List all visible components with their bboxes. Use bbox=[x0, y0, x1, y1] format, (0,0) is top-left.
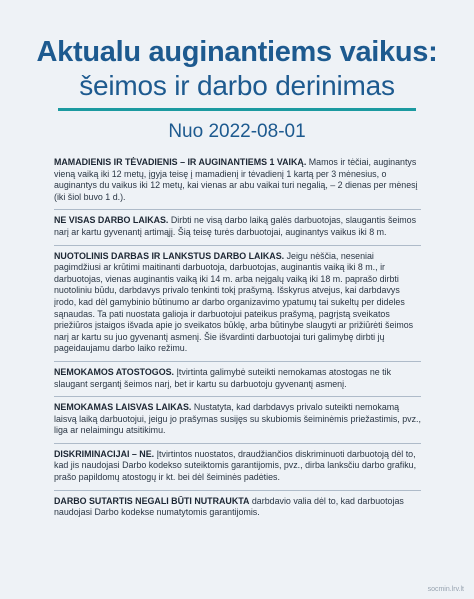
source-url: socmin.lrv.lt bbox=[427, 586, 464, 593]
section-heading: NEMOKAMAS LAISVAS LAIKAS. bbox=[54, 402, 192, 413]
section-heading: NEMOKAMOS ATOSTOGOS. bbox=[54, 366, 174, 377]
section-ne-visas-darbo-laikas bbox=[54, 210, 421, 245]
sections-list bbox=[54, 152, 421, 525]
section-heading: DARBO SUTARTIS NEGALI BŪTI NUTRAUKTA bbox=[54, 495, 250, 506]
effective-date: Nuo 2022-08-01 bbox=[168, 121, 306, 142]
section-text: Mamos ir tėčiai, auginantys vieną vaiką iki 12 metų, įgyja teisę į mamadienį ir tėvadienį 1 kartą per 3 mėnesius, o auginantys du vaikus iki 12 metų, kai vienas ar abu vaikai turi negalią, – 2 dienas per mėnesį (iki šiol buvo 1 d.). bbox=[54, 157, 418, 202]
section-nemokamos-atostogos bbox=[54, 362, 421, 397]
section-text: darbdavio valia dėl to, kad darbuotojas naudojasi Darbo kodekse numatytomis garantijomis. bbox=[54, 495, 404, 518]
section-heading: MAMADIENIS IR TĖVADIENIS – IR AUGINANTIEMS 1 VAIKĄ. bbox=[54, 157, 307, 167]
section-text: Nustatyta, kad darbdavys privalo suteikti nemokamą laisvą laiką darbuotojui, jeigu jo prašymas susijęs su skubiomis šeiminėmis priežastimis, pvz., liga ar nelaimingu atsitikimu. bbox=[54, 402, 421, 436]
accent-divider bbox=[58, 108, 416, 111]
section-mamadienis bbox=[54, 152, 421, 210]
section-darbo-sutartis bbox=[54, 491, 421, 525]
section-heading: NE VISAS DARBO LAIKAS. bbox=[54, 215, 169, 226]
section-nemokamas-laisvas-laikas bbox=[54, 397, 421, 444]
section-heading: NUOTOLINIS DARBAS IR LANKSTUS DARBO LAIKAS. bbox=[54, 250, 285, 261]
section-text: Dirbti ne visą darbo laiką galės darbuotojas, slaugantis šeimos narį ar kartu gyvenantį artimąjį. Šią teisę turės darbuotojai, auginantys vaikus iki 8 m. bbox=[54, 215, 417, 237]
section-text: Įtvirtinta galimybė suteikti nemokamas atostogas ne tik slaugant sergantį šeimos narį, bet ir kartu su darbuotoju gyvenantį asmenį. bbox=[54, 366, 392, 389]
section-heading: DISKRIMINACIJAI – NE. bbox=[54, 448, 155, 459]
section-text: Įtvirtintos nuostatos, draudžiančios diskriminuoti darbuotoją dėl to, kad jis naudojasi Darbo kodekso suteiktomis garantijomis, pvz., dirba lanksčiu darbo grafiku, prašo papildomų atostogų ir kt. bei dėl šeiminės padėties. bbox=[54, 448, 417, 483]
poster-subtitle: šeimos ir darbo derinimas bbox=[79, 70, 395, 101]
section-text: Jeigu nėščia, neseniai pagimdžiusi ar krūtimi maitinanti darbuotoja, darbuotojas, auginantis vaiką iki 8 m., ir darbuotojas, vienas auginantis vaiką iki 14 m. arba neįgalų vaiką iki 18 m. paprašo dirbti nuotoliniu būdu, darbdavys privalo tenkinti tokį prašymą. Išskyrus atvejus, kai darbdavys įrodo, kad dėl gamybinio būtinumo ar darbo organizavimo ypatumų tai sukeltų per dideles sąnaudas. Ta pati nuostata galioja ir darbuotojui pateikus prašymą, pagrįstą sveikatos priežiūros įstaigos išvada apie jo sveikatos būklę, arba būtinybe slaugyti ar prižiūrėti šeimos narį ar kartu su juo gyvenantį asmenį. Šie išvardinti darbuotojai turi galimybę dirbti jų pageidaujamu darbo laiko režimu. bbox=[54, 250, 414, 354]
poster-title: Aktualu auginantiems vaikus: bbox=[36, 36, 438, 68]
section-nuotolinis-darbas bbox=[54, 246, 421, 362]
section-diskriminacijai-ne bbox=[54, 444, 421, 491]
